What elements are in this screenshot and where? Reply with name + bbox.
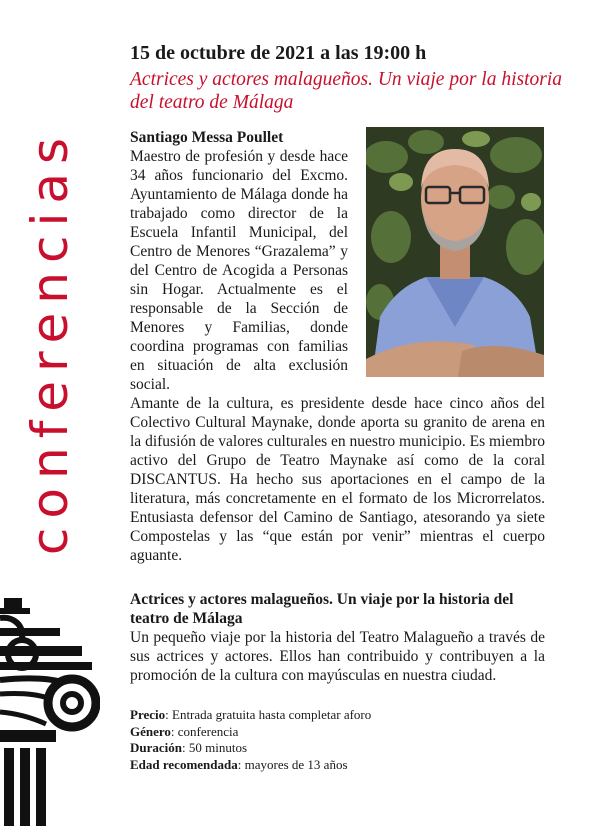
speaker-bio-part2: Amante de la cultura, es presidente desde hace cinco años del Colectivo Cultural Maynake, donde aporta su granito de arena en la difusión de valores culturales en nuestro municipio. Es miembro activo del Grupo de Teatro Maynake así como de la coral DISCANTUS. Ha hecho sus aportaciones en el campo de la literatura, más concretamente en el formato de los Microrrelatos. Entusiasta defensor del Camino de Santiago, atesorando ya siete Compostelas y las “que están por venir” mientras el cuerpo aguante. — [130, 395, 545, 564]
detail-genre-value: : conferencia — [170, 723, 239, 739]
talk-title: Actrices y actores malagueños. Un viaje por la historia del teatro de Málaga — [130, 591, 514, 627]
speaker-bio-part1: Maestro de profesión y desde hace 34 años funcionario del Excmo. Ayuntamiento de Málaga donde ha trabajado como director de la Escuela Infantil Municipal, del Centro de Menores “Grazalema” y del Centro de Acogida a Personas sin Hogar. Actualmente es el responsable de la Sección de Menores y Familias, donde coordina programas con familias en situación de alta exclusión social. — [130, 148, 348, 393]
ionic-column-graphic — [0, 598, 100, 826]
detail-price — [130, 707, 545, 724]
detail-age-label: Edad recomendada — [130, 756, 238, 772]
detail-price-label: Precio — [130, 707, 166, 722]
detail-price-value: : Entrada gratuita hasta completar aforo — [165, 707, 372, 722]
event-details — [130, 707, 545, 773]
detail-age — [130, 757, 545, 774]
detail-age-value: : mayores de 13 años — [237, 756, 348, 772]
detail-genre — [130, 724, 545, 741]
detail-duration — [130, 740, 545, 757]
speaker-photo — [366, 127, 544, 377]
detail-duration-label: Duración — [130, 740, 182, 755]
detail-genre-label: Género — [130, 723, 171, 739]
talk-description: Un pequeño viaje por la historia del Teatro Malagueño a través de sus actrices y actores. Ellos han contribuido y contribuyen a la promoción de la cultura con mayúsculas en nuestra ciudad. — [130, 629, 545, 684]
side-label-conferencias: conferencias — [21, 128, 79, 556]
speaker-block — [130, 128, 348, 394]
event-title: Actrices y actores malagueños. Un viaje por la historia del teatro de Málaga — [130, 69, 563, 113]
event-date: 15 de octubre de 2021 a las 19:00 h — [130, 42, 427, 64]
speaker-name: Santiago Messa Poullet — [130, 129, 284, 146]
detail-duration-value: : 50 minutos — [182, 740, 248, 755]
